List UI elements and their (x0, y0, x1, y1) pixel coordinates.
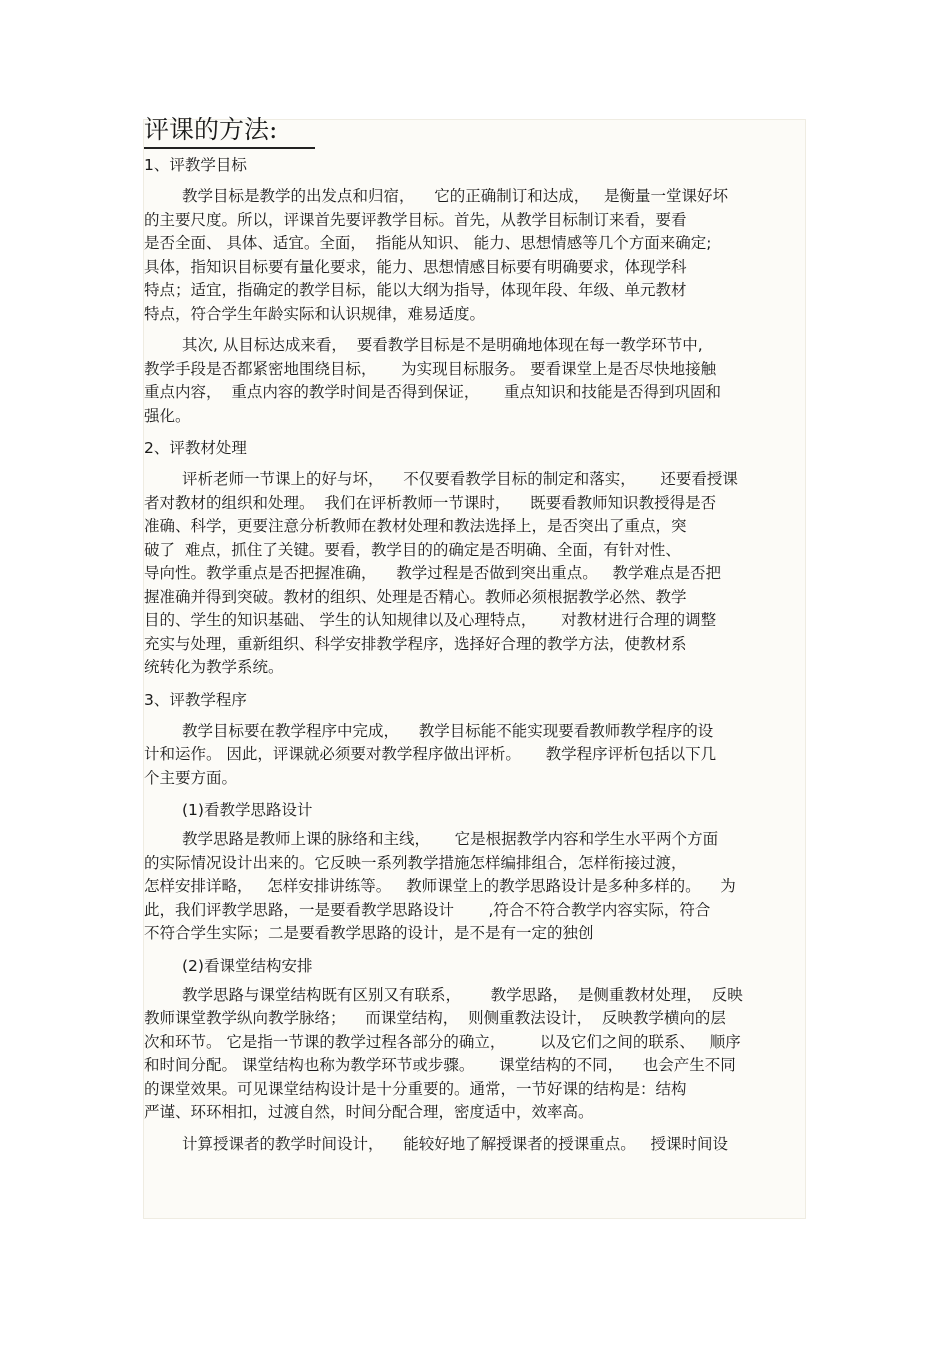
text-line: 怎样安排详略， 怎样安排讲练等。 教师课堂上的教学思路设计是多种多样的。 为 (144, 877, 736, 895)
section-goals (144, 153, 806, 428)
text-line: 破了 难点，抓住了关键。要看，教学目的的确定是否明确、全面，有针对性、 (144, 540, 681, 559)
text-line: 者对教材的组织和处理。 我们在评析教师一节课时， 既要看教师知识教授得是否 (144, 493, 717, 512)
text-line: 的主要尺度。所以，评课首先要评教学目标。首先，从教学目标制订来看，要看 (144, 210, 687, 229)
text-line: 特点，符合学生年龄实际和认识规律，难易适度。 (144, 304, 486, 323)
paragraph (144, 468, 806, 680)
text-line: 强化。 (144, 406, 191, 425)
section-heading: 3、评教学程序 (144, 690, 247, 709)
subsection-teaching-approach (144, 798, 806, 946)
page-title: 评课的方法: (144, 113, 315, 149)
text-line: 其次, 从目标达成来看， 要看教学目标是不是明确地体现在每一教学环节中, (182, 336, 703, 354)
text-line: 严谨、环环相扣，过渡自然，时间分配合理，密度适中，效率高。 (144, 1103, 594, 1121)
subsection-heading: (2)看课堂结构安排 (182, 956, 313, 975)
section-materials (144, 436, 806, 680)
text-line: 具体，指知识目标要有量化要求，能力、思想情感目标要有明确要求，体现学科 (144, 257, 687, 276)
text-line: 的实际情况设计出来的。它反映一系列教学措施怎样编排组合，怎样衔接过渡， (144, 853, 687, 872)
paragraph (144, 984, 806, 1125)
text-line: 导向性。教学重点是否把握准确， 教学过程是否做到突出重点。 教学难点是否把 (144, 564, 721, 582)
text-line: 教学思路与课堂结构既有区别又有联系， 教学思路， 是侧重教材处理， 反映 (182, 985, 743, 1004)
section-heading: 2、评教材处理 (144, 439, 247, 457)
text-line: 教学手段是否都紧密地围绕目标， 为实现目标服务。 要看课堂上是否尽快地接触 (144, 359, 717, 378)
text-line: 计算授课者的教学时间设计， 能较好地了解授课者的授课重点。 授课时间设 (182, 1134, 728, 1153)
paragraph (144, 334, 806, 428)
text-line: 评析老师一节课上的好与坏， 不仅要看教学目标的制定和落实， 还要看授课 (182, 470, 738, 488)
text-line: 次和环节。 它是指一节课的教学过程各部分的确立， 以及它们之间的联系、 顺序 (144, 1032, 741, 1051)
paragraph (144, 720, 806, 791)
text-line: 计和运作。 因此，评课就必须要对教学程序做出评析。 教学程序评析包括以下几 (144, 745, 717, 763)
text-line: 充实与处理，重新组织、科学安排教学程序，选择好合理的教学方法，使教材系 (144, 634, 687, 653)
text-line: 准确、科学，更要注意分析教师在教材处理和教法选择上，是否突出了重点，突 (144, 517, 687, 535)
text-line: 特点；适宜，指确定的教学目标，能以大纲为指导，体现年段、年级、单元教材 (144, 281, 687, 299)
text-line: 此，我们评教学思路，一是要看教学思路设计 ,符合不符合教学内容实际，符合 (144, 900, 711, 919)
document-content (144, 113, 806, 1164)
text-line: 教学思路是教师上课的脉络和主线， 它是根据教学内容和学生水平两个方面 (182, 830, 719, 848)
text-line: 统转化为教学系统。 (144, 658, 284, 676)
text-line: 教学目标是教学的出发点和归宿， 它的正确制订和达成， 是衡量一堂课好坏 (182, 187, 728, 205)
text-line: 目的、学生的知识基础、 学生的认知规律以及心理特点， 对教材进行合理的调整 (144, 611, 717, 629)
text-line: 和时间分配。 课堂结构也称为教学环节或步骤。 课堂结构的不同， 也会产生不同 (144, 1056, 736, 1074)
text-line: 个主要方面。 (144, 768, 238, 787)
text-line: 握准确并得到突破。教材的组织、处理是否精心。教师必须根据教学必然、教学 (144, 587, 687, 606)
text-line: 重点内容， 重点内容的教学时间是否得到保证， 重点知识和技能是否得到巩固和 (144, 383, 721, 401)
section-procedure (144, 688, 806, 1157)
text-line: 的课堂效果。可见课堂结构设计是十分重要的。通常，一节好课的结构是：结构 (144, 1079, 687, 1098)
paragraph (144, 185, 806, 326)
section-heading: 1、评教学目标 (144, 156, 247, 174)
subsection-class-structure (144, 954, 806, 1157)
paragraph (144, 828, 806, 946)
text-line: 教师课堂教学纵向教学脉络； 而课堂结构， 则侧重教法设计， 反映教学横向的层 (144, 1009, 726, 1027)
paragraph (144, 1133, 806, 1157)
subsection-heading: (1)看教学思路设计 (182, 801, 313, 819)
text-line: 不符合学生实际；二是要看教学思路的设计，是不是有一定的独创 (144, 924, 594, 942)
text-line: 是否全面、 具体、适宜。全面， 指能从知识、 能力、思想情感等几个方面来确定; (144, 234, 712, 252)
text-line: 教学目标要在教学程序中完成， 教学目标能不能实现要看教师教学程序的设 (182, 721, 714, 740)
